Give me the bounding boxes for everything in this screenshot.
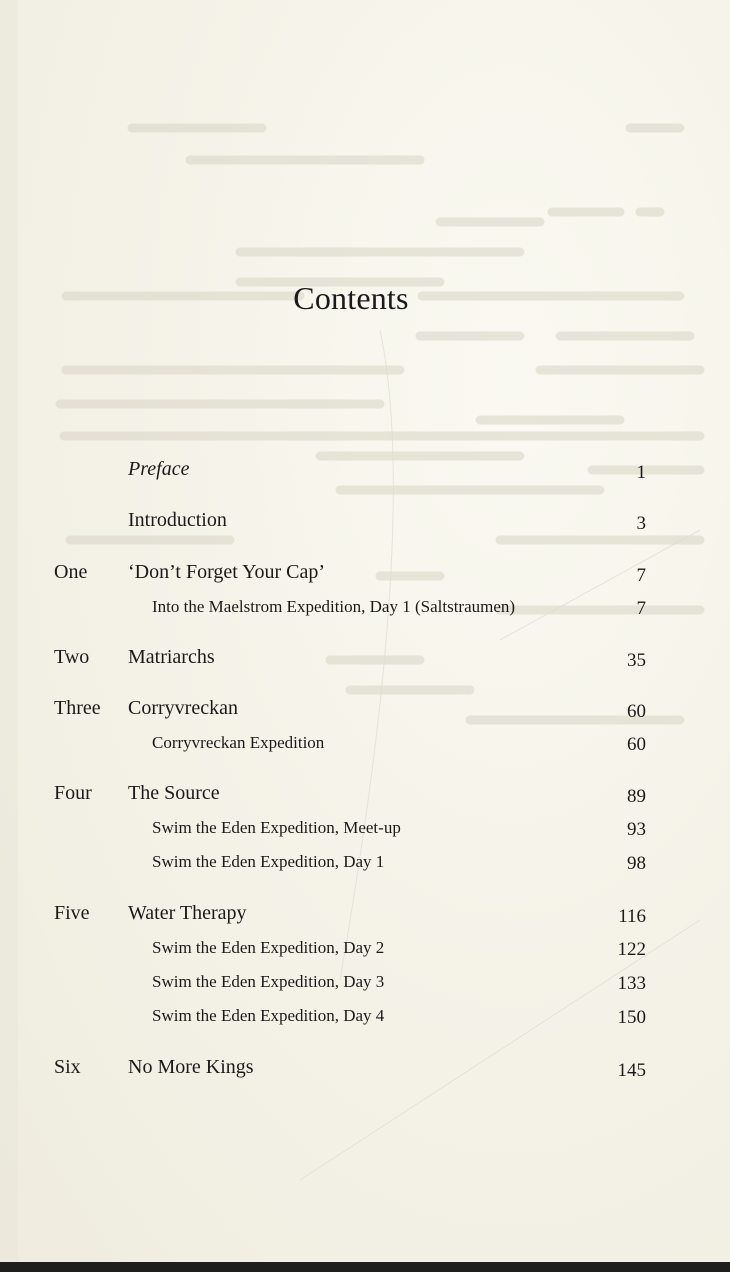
page-number: 133 xyxy=(617,973,646,994)
page-number: 116 xyxy=(618,906,646,927)
toc-entry-introduction xyxy=(0,509,730,539)
page-number: 7 xyxy=(636,565,646,586)
entry-title: Water Therapy xyxy=(128,902,247,924)
toc-entry-chapter-two xyxy=(0,646,730,676)
entry-title: Swim the Eden Expedition, Day 4 xyxy=(152,1006,385,1025)
page-number: 3 xyxy=(636,513,646,534)
entry-title: Swim the Eden Expedition, Day 3 xyxy=(152,972,385,991)
entry-title: Swim the Eden Expedition, Day 2 xyxy=(152,938,385,957)
entry-title: Corryvreckan xyxy=(128,697,238,719)
chapter-number: Two xyxy=(54,646,90,668)
page-number: 145 xyxy=(617,1060,646,1081)
chapter-number: Five xyxy=(54,902,90,924)
page-title: Contents xyxy=(293,280,409,316)
entry-title: Matriarchs xyxy=(128,646,215,668)
page-number: 98 xyxy=(627,853,646,874)
entry-title: Into the Maelstrom Expedition, Day 1 (Saltstraumen) xyxy=(152,597,516,616)
toc-entry-chapter-three xyxy=(0,697,730,727)
page-number: 122 xyxy=(617,939,646,960)
toc-subentry xyxy=(0,1004,730,1034)
page-number: 7 xyxy=(636,598,646,619)
toc-subentry xyxy=(0,850,730,880)
entry-title: The Source xyxy=(128,782,220,804)
toc-subentry xyxy=(0,816,730,846)
entry-title: Swim the Eden Expedition, Day 1 xyxy=(152,852,385,871)
toc-entry-chapter-one xyxy=(0,561,730,591)
entry-title: No More Kings xyxy=(128,1056,254,1078)
chapter-number: Three xyxy=(54,697,101,719)
page-number: 93 xyxy=(627,819,646,840)
entry-title: ‘Don’t Forget Your Cap’ xyxy=(128,561,326,583)
toc-subentry xyxy=(0,731,730,761)
toc-subentry xyxy=(0,936,730,966)
toc-entry-preface xyxy=(0,458,730,488)
entry-title: Corryvreckan Expedition xyxy=(152,733,325,752)
entry-title: Swim the Eden Expedition, Meet-up xyxy=(152,818,401,837)
entry-title: Introduction xyxy=(128,509,227,531)
page-number: 35 xyxy=(627,650,646,671)
toc-subentry xyxy=(0,595,730,625)
chapter-number: Six xyxy=(54,1056,81,1078)
toc-entry-chapter-six xyxy=(0,1056,730,1086)
toc-entry-chapter-five xyxy=(0,902,730,932)
toc-entry-chapter-four xyxy=(0,782,730,812)
page-number: 150 xyxy=(617,1007,646,1028)
chapter-number: One xyxy=(54,561,88,583)
page-bottom-edge xyxy=(0,1262,730,1272)
page-number: 60 xyxy=(627,701,646,722)
page-number: 89 xyxy=(627,786,646,807)
page-number: 1 xyxy=(636,462,646,483)
chapter-number: Four xyxy=(54,782,92,804)
page-number: 60 xyxy=(627,734,646,755)
toc-subentry xyxy=(0,970,730,1000)
entry-title: Preface xyxy=(128,458,190,480)
